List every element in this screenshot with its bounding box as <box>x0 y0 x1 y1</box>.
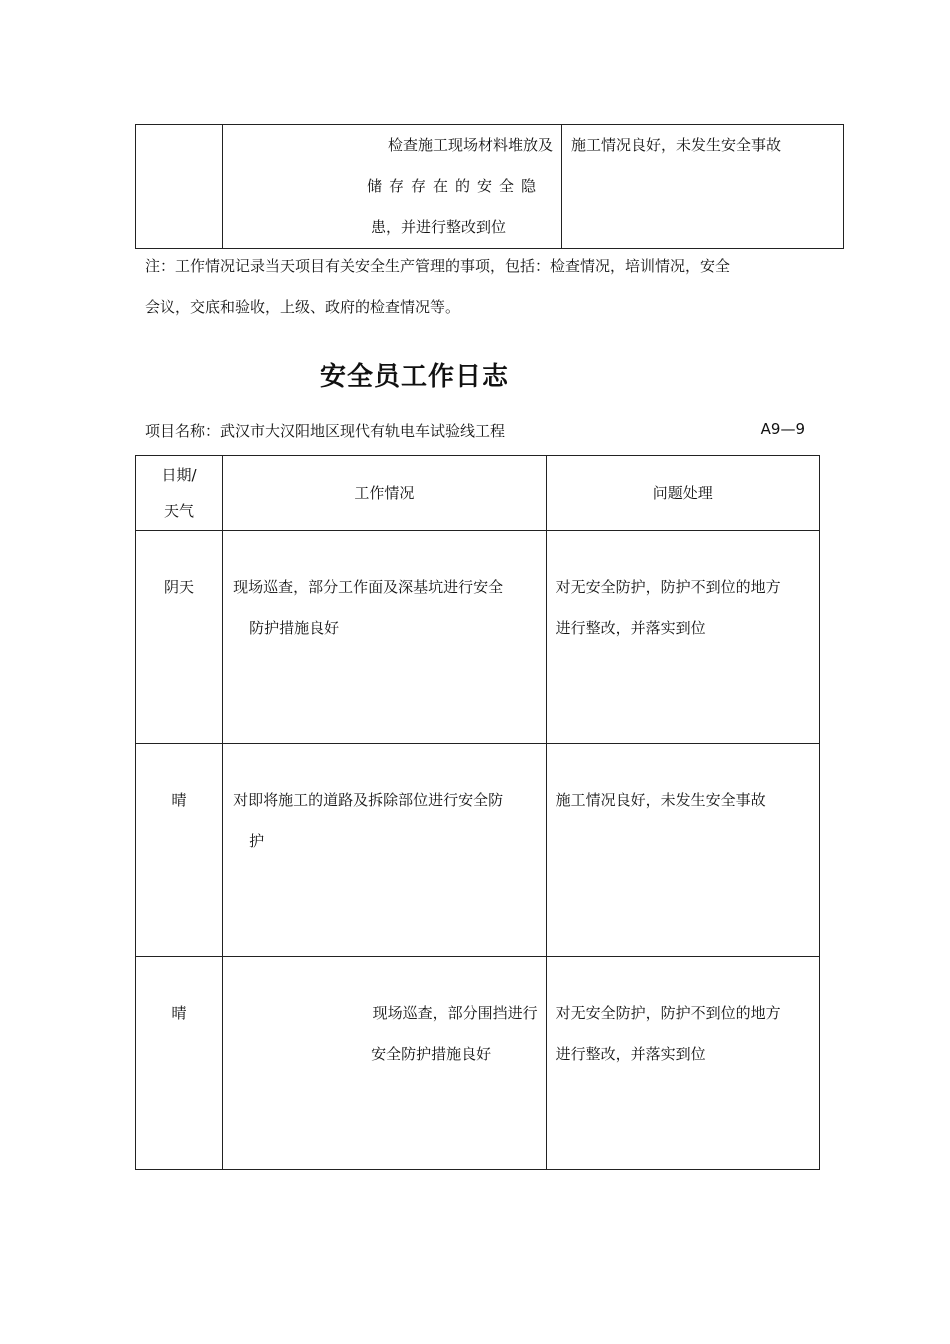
result-text: 施工情况良好，未发生安全事故 <box>571 136 782 154</box>
weather-cell: 晴 <box>136 744 223 957</box>
result-cell <box>562 125 844 249</box>
page-title: 安全员工作日志 <box>320 362 510 392</box>
work-text-line: 现场巡查，部分工作面及深基坑进行安全 <box>233 578 504 596</box>
form-code: A9—9 <box>760 420 805 438</box>
result-text-line: 施工情况良好，未发生安全事故 <box>555 791 766 809</box>
table-header-row <box>136 456 820 531</box>
result-text-line: 对无安全防护，防护不到位的地方 <box>555 1004 781 1022</box>
result-cell <box>546 957 819 1170</box>
safety-log-table <box>135 455 820 1170</box>
weather-cell: 晴 <box>136 957 223 1170</box>
header-work: 工作情况 <box>223 456 546 531</box>
table-row <box>136 957 820 1170</box>
project-line <box>145 420 805 441</box>
work-cell <box>223 957 546 1170</box>
work-text-line: 安全防护措施良好 <box>371 1045 492 1063</box>
work-text-line: 对即将施工的道路及拆除部位进行安全防 <box>233 791 504 809</box>
project-name: 项目名称：武汉市大汉阳地区现代有轨电车试验线工程 <box>145 422 506 440</box>
result-cell <box>546 531 819 744</box>
result-text-line: 对无安全防护，防护不到位的地方 <box>555 578 781 596</box>
result-text-line: 进行整改，并落实到位 <box>555 619 706 637</box>
work-text-line: 护 <box>249 832 265 850</box>
note-text <box>145 246 815 328</box>
work-cell <box>223 744 546 957</box>
table-row <box>136 125 844 249</box>
work-text-line: 储存存在的安全隐 <box>367 177 544 195</box>
header-date-weather <box>136 456 223 531</box>
work-text-line: 防护措施良好 <box>249 619 340 637</box>
date-cell <box>136 125 223 249</box>
note-line: 会议，交底和验收，上级、政府的检查情况等。 <box>145 298 461 316</box>
result-cell <box>546 744 819 957</box>
header-date-label: 日期/ <box>161 466 197 484</box>
table-row <box>136 531 820 744</box>
work-cell <box>223 531 546 744</box>
continuation-table <box>135 124 844 249</box>
work-cell <box>223 125 562 249</box>
weather-cell: 阴天 <box>136 531 223 744</box>
header-result: 问题处理 <box>546 456 819 531</box>
work-text-line: 现场巡查，部分围挡进行 <box>372 1004 538 1022</box>
work-text-line: 患，并进行整改到位 <box>371 218 507 236</box>
result-text-line: 进行整改，并落实到位 <box>555 1045 706 1063</box>
table-row <box>136 744 820 957</box>
header-weather-label: 天气 <box>164 502 195 520</box>
work-text-line: 检查施工现场材料堆放及 <box>387 136 553 154</box>
note-line: 注：工作情况记录当天项目有关安全生产管理的事项，包括：检查情况，培训情况，安全 <box>145 257 731 275</box>
